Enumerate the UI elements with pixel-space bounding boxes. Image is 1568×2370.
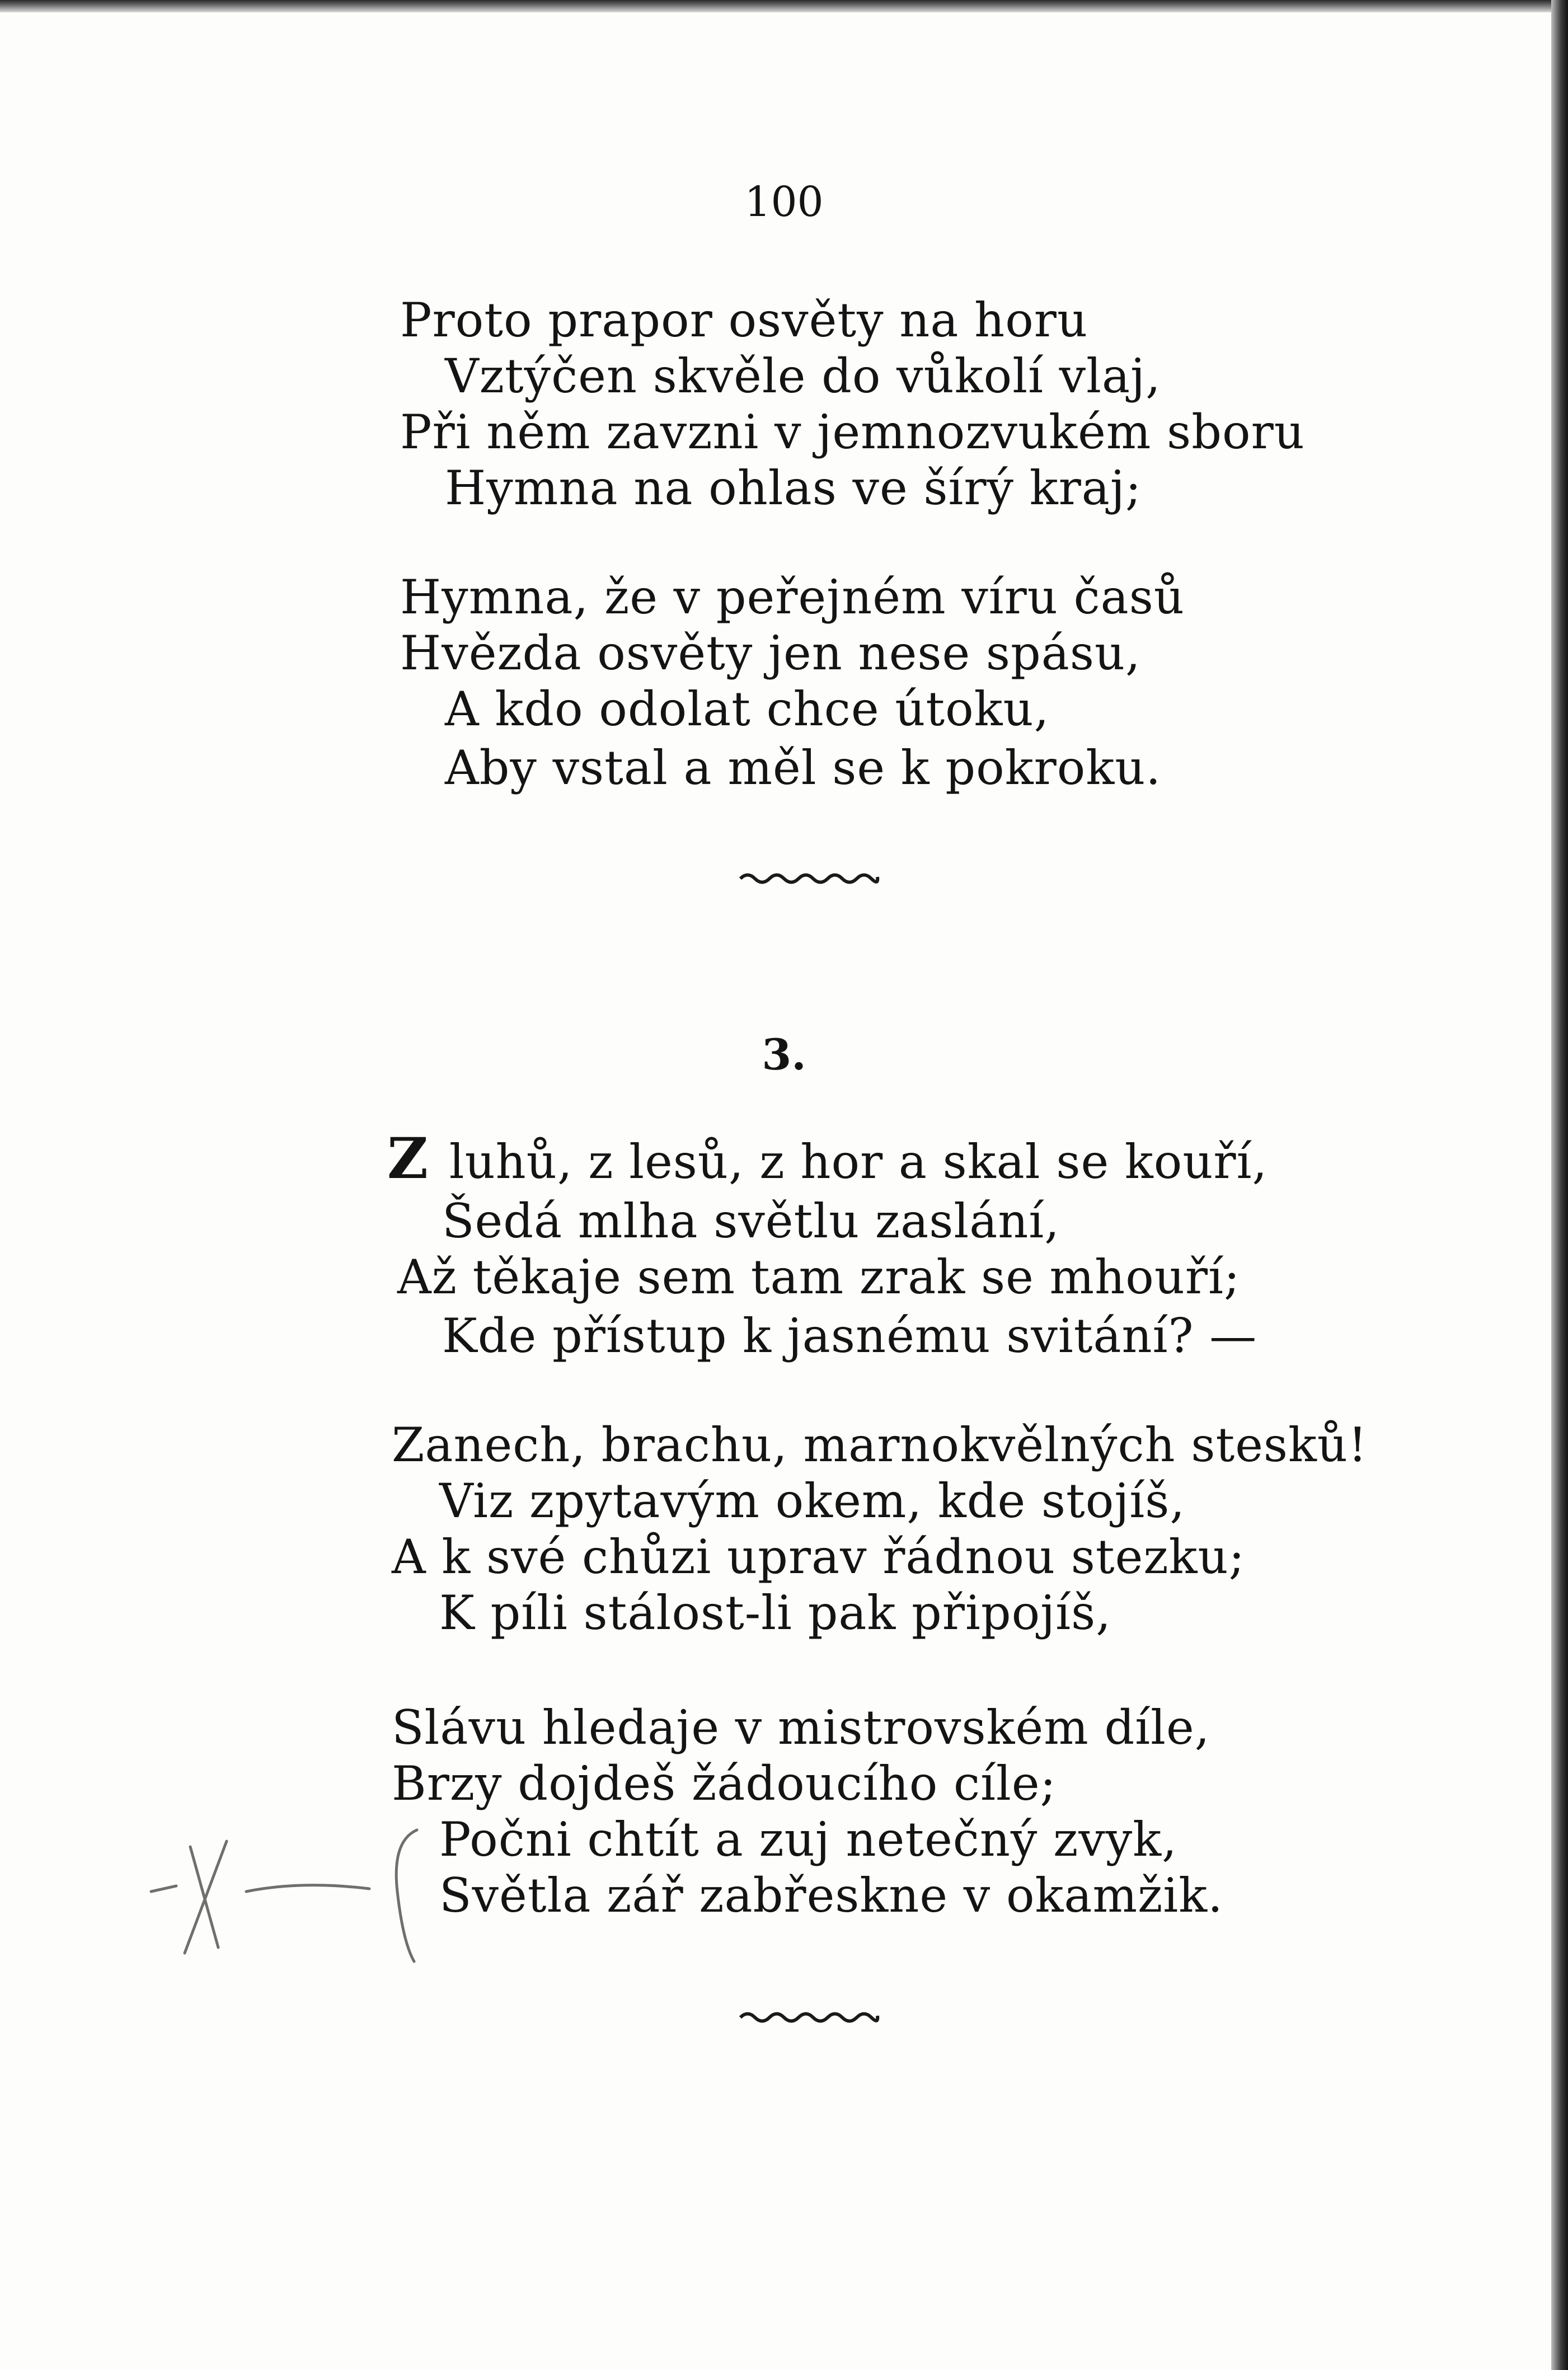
poem-line: Při něm zavzni v jemnozvukém sboru bbox=[400, 405, 1305, 459]
poem-line: Hvězda osvěty jen nese spásu, bbox=[400, 626, 1141, 681]
poem-line: Viz zpytavým okem, kde stojíš, bbox=[439, 1473, 1186, 1528]
poem-line: Hymna, že v peřejném víru časů bbox=[400, 570, 1185, 625]
poem-line: Proto prapor osvěty na horu bbox=[400, 293, 1088, 348]
poem-line: K píli stálost-li pak připojíš, bbox=[439, 1585, 1111, 1640]
poem-line: Kde přístup k jasnému svitání? — bbox=[442, 1308, 1257, 1363]
scan-edge-right bbox=[1551, 0, 1568, 2370]
poem-line: Brzy dojdeš žádoucího cíle; bbox=[392, 1756, 1057, 1811]
poem-line: Šedá mlha světlu zaslání, bbox=[442, 1194, 1060, 1249]
poem-line: Světla zář zabřeskne v okamžik. bbox=[439, 1868, 1223, 1923]
initial-letter: Z bbox=[387, 1125, 434, 1191]
scan-edge-top bbox=[0, 0, 1568, 12]
poem-line-text: luhů, z lesů, z hor a skal se kouří, bbox=[449, 1134, 1268, 1189]
poem-line: Slávu hledaje v mistrovském díle, bbox=[392, 1700, 1210, 1755]
page-number: 100 bbox=[744, 178, 824, 226]
section-number: 3. bbox=[762, 1030, 806, 1080]
poem-line: Aby vstal a měl se k pokroku. bbox=[445, 740, 1162, 795]
wavy-divider bbox=[738, 2009, 880, 2026]
poem-line: A k své chůzi uprav řádnou stezku; bbox=[392, 1529, 1245, 1584]
wavy-divider bbox=[738, 870, 880, 887]
poem-line: Hymna na ohlas ve šírý kraj; bbox=[445, 461, 1142, 515]
poem-line: Vztýčen skvěle do vůkolí vlaj, bbox=[445, 349, 1161, 403]
poem-line: Zanech, brachu, marnokvělných stesků! bbox=[392, 1418, 1368, 1472]
poem-line: A kdo odolat chce útoku, bbox=[445, 682, 1050, 736]
poem-line: Až těkaje sem tam zrak se mhouří; bbox=[397, 1250, 1241, 1304]
poem-line: Počni chtít a zuj netečný zvyk, bbox=[439, 1812, 1177, 1867]
poem-line-first bbox=[387, 1125, 1268, 1191]
pencil-margin-mark bbox=[134, 1808, 425, 1975]
